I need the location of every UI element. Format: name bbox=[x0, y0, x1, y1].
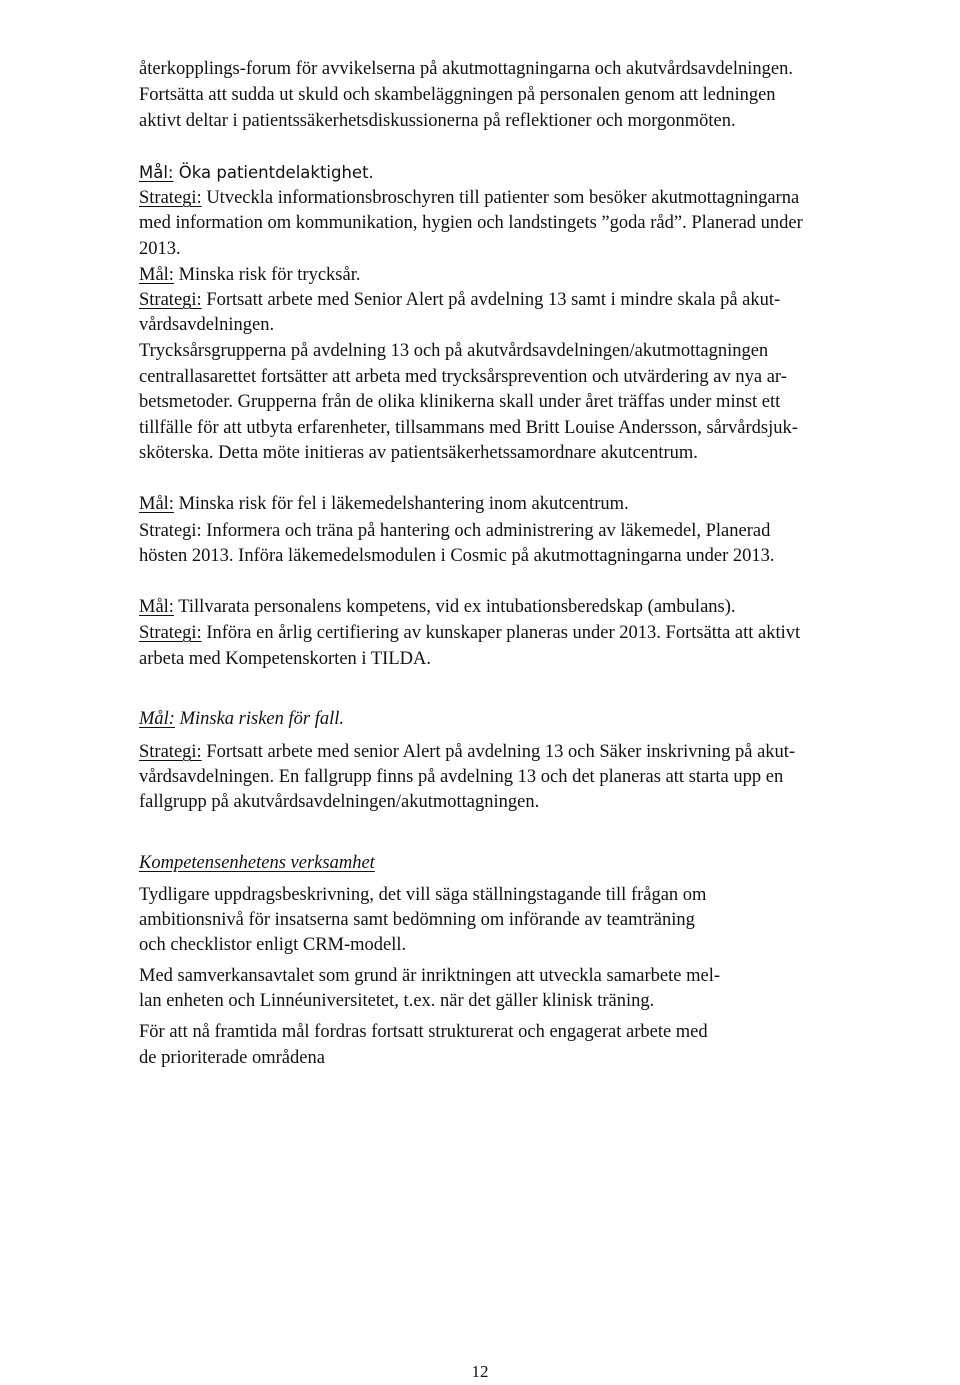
section-para-1-line-1: Tydligare uppdragsbeskrivning, det vill säga ställningstagande till frågan om bbox=[139, 885, 707, 905]
goal-4-text: Tillvarata personalens kompetens, vid ex intubationsberedskap (ambulans). bbox=[173, 597, 736, 617]
strategy-1-label: Strategi: bbox=[139, 188, 202, 208]
goal-2 bbox=[139, 263, 360, 289]
goal-2-label: Mål: bbox=[139, 265, 174, 285]
intro-line-1: återkopplings-forum för avvikelserna på akutmottagningarna och akutvårdsavdelningen. bbox=[139, 59, 793, 79]
strategy-3-line-1: Strategi: Informera och träna på hantering och administrering av läkemedel, Planerad bbox=[139, 521, 771, 541]
goal-3-label: Mål: bbox=[139, 494, 174, 514]
strategy-5-line-3: fallgrupp på akutvårdsavdelningen/akutmottagningen. bbox=[139, 792, 540, 812]
goal-5-label: Mål: bbox=[139, 709, 175, 729]
section-para-1-line-2: ambitionsnivå för insatserna samt bedömning om införande av teamträning bbox=[139, 910, 695, 930]
goal-4-label: Mål: bbox=[139, 597, 174, 617]
section-heading: Kompetensenhetens verksamhet bbox=[139, 853, 375, 873]
strategy-4-line-2: arbeta med Kompetenskorten i TILDA. bbox=[139, 649, 431, 669]
strategy-4-line-1 bbox=[139, 621, 800, 647]
goal-1 bbox=[139, 160, 374, 186]
strategy-1-text: Utveckla informationsbroschyren till patienter som besöker akutmottagningarna bbox=[201, 188, 800, 208]
strategy-1-line-1 bbox=[139, 186, 799, 212]
pressure-para-line-3: betsmetoder. Grupperna från de olika klinikerna skall under året träffas under minst ett bbox=[139, 392, 781, 412]
intro-line-3: aktivt deltar i patientssäkerhetsdiskussionerna på reflektioner och morgonmöten. bbox=[139, 111, 736, 131]
goal-4 bbox=[139, 595, 736, 621]
goal-5-text: Minska risken för fall. bbox=[174, 709, 345, 729]
goal-3 bbox=[139, 492, 629, 518]
strategy-1-line-2: med information om kommunikation, hygien och landstingets ”goda råd”. Planerad under bbox=[139, 213, 803, 233]
goal-2-text: Minska risk för trycksår. bbox=[173, 265, 361, 285]
strategy-2-label: Strategi: bbox=[139, 290, 202, 310]
strategy-3-line-2: hösten 2013. Införa läkemedelsmodulen i Cosmic på akutmottagningarna under 2013. bbox=[139, 546, 775, 566]
goal-5 bbox=[139, 707, 344, 733]
goal-1-text: Öka patientdelaktighet. bbox=[173, 163, 374, 182]
section-para-2-line-2: lan enheten och Linnéuniversitetet, t.ex. när det gäller klinisk träning. bbox=[139, 991, 655, 1011]
strategy-5-line-1 bbox=[139, 740, 795, 766]
strategy-2-line-2: vårdsavdelningen. bbox=[139, 315, 275, 335]
section-para-3-line-1: För att nå framtida mål fordras fortsatt strukturerat och engagerat arbete med bbox=[139, 1022, 708, 1042]
section-para-3-line-2: de prioriterade områdena bbox=[139, 1048, 325, 1068]
section-para-1-line-3: och checklistor enligt CRM-modell. bbox=[139, 935, 407, 955]
pressure-para-line-5: sköterska. Detta möte initieras av patientsäkerhetssamordnare akutcentrum. bbox=[139, 443, 698, 463]
strategy-5-line-2: vårdsavdelningen. En fallgrupp finns på avdelning 13 och det planeras att starta upp en bbox=[139, 767, 784, 787]
page-number: 12 bbox=[471, 1362, 489, 1381]
strategy-4-label: Strategi: bbox=[139, 623, 202, 643]
pressure-para-line-1: Trycksårsgrupperna på avdelning 13 och på akutvårdsavdelningen/akutmottagningen bbox=[139, 341, 769, 361]
strategy-5-label: Strategi: bbox=[139, 742, 202, 762]
strategy-2-text: Fortsatt arbete med Senior Alert på avdelning 13 samt i mindre skala på akut- bbox=[201, 290, 781, 310]
intro-line-2: Fortsätta att sudda ut skuld och skambeläggningen på personalen genom att ledningen bbox=[139, 85, 776, 105]
goal-3-text: Minska risk för fel i läkemedelshantering inom akutcentrum. bbox=[173, 494, 629, 514]
strategy-2-line-1 bbox=[139, 288, 780, 314]
pressure-para-line-2: centrallasarettet fortsätter att arbeta med trycksårsprevention och utvärdering av nya ar- bbox=[139, 367, 787, 387]
pressure-para-line-4: tillfälle för att utbyta erfarenheter, tillsammans med Britt Louise Andersson, sårvårdsjuk- bbox=[139, 418, 798, 438]
strategy-4-text: Införa en årlig certifiering av kunskaper planeras under 2013. Fortsätta att aktivt bbox=[201, 623, 801, 643]
section-para-2-line-1: Med samverkansavtalet som grund är inriktningen att utveckla samarbete mel- bbox=[139, 966, 721, 986]
strategy-5-text: Fortsatt arbete med senior Alert på avdelning 13 och Säker inskrivning på akut- bbox=[201, 742, 796, 762]
goal-1-label: Mål: bbox=[139, 163, 174, 182]
strategy-1-line-3: 2013. bbox=[139, 239, 181, 259]
